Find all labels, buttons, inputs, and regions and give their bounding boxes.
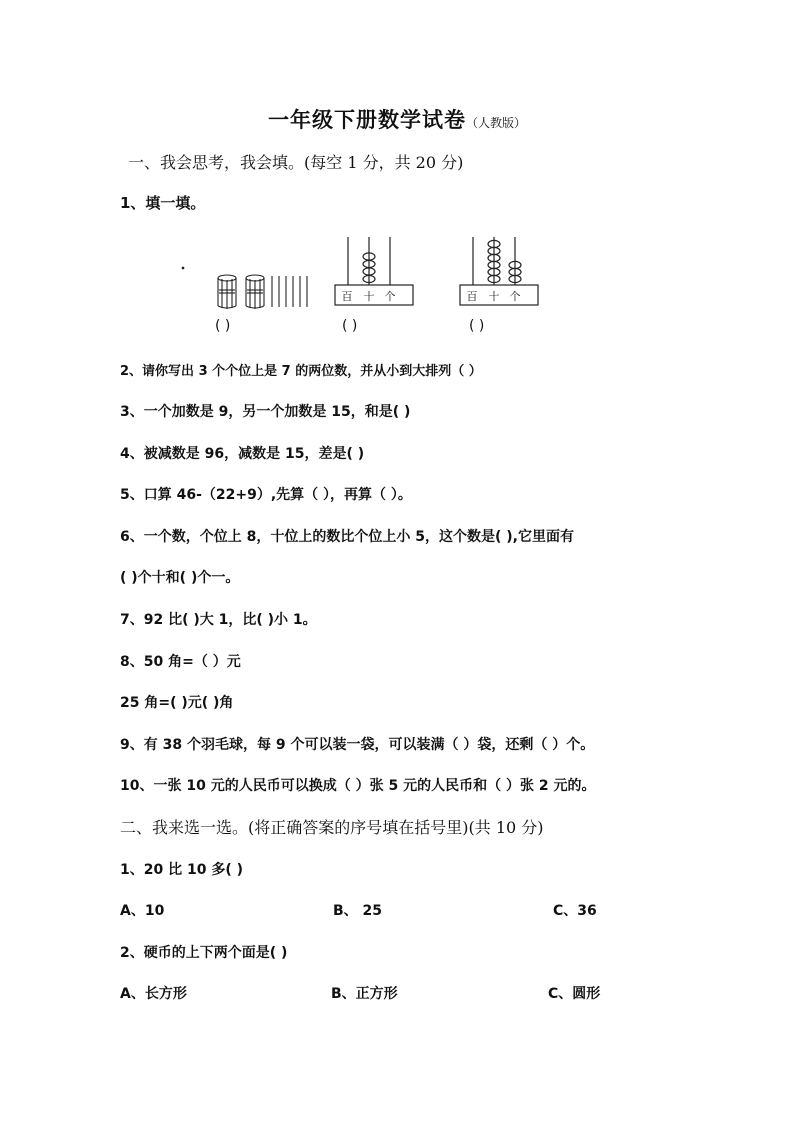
section1-heading: 一、我会思考，我会填。(每空 1 分，共 20 分) — [128, 153, 464, 172]
q1-text: 1、填一填。 — [120, 194, 206, 212]
s2-q2-text: 2、硬币的上下两个面是( ) — [120, 945, 288, 961]
s2-q1-text: 1、20 比 10 多( ) — [120, 862, 243, 878]
q1-figures — [180, 228, 560, 313]
q1-blank-1: ( ) — [215, 318, 231, 334]
q8-line1: 8、50 角=（ ）元 — [120, 654, 241, 670]
s2-q2-option-a: A、长方形 — [120, 986, 187, 1002]
q6-line1: 6、一个数，个位上 8，十位上的数比个位上小 5，这个数是( ),它里面有 — [120, 529, 574, 545]
q4-text: 4、被减数是 96，减数是 15，差是( ) — [120, 446, 365, 462]
abacus-2-label-hundreds: 百 — [466, 290, 478, 303]
q1-blank-3: ( ) — [469, 318, 485, 334]
q9-text: 9、有 38 个羽毛球，每 9 个可以装一袋，可以装满（ ）袋，还剩（ ）个。 — [120, 737, 595, 753]
abacus-1-label-tens: 十 — [363, 290, 375, 303]
s2-q2-option-b: B、正方形 — [331, 986, 398, 1002]
q5-text: 5、口算 46-（22+9）,先算（ ），再算（ ）。 — [120, 487, 412, 503]
q2-text: 2、请你写出 3 个个位上是 7 的两位数，并从小到大排列（ ） — [120, 364, 482, 379]
q8-line2: 25 角=( )元( )角 — [120, 695, 234, 711]
page-title — [0, 104, 794, 134]
bundle-sticks-figure — [182, 267, 307, 309]
section2-heading: 二、我来选一选。(将正确答案的序号填在括号里)(共 10 分) — [120, 818, 544, 837]
q3-text: 3、一个加数是 9，另一个加数是 15，和是( ) — [120, 404, 411, 420]
q1-blank-2: ( ) — [342, 318, 358, 334]
q6-line2: ( )个十和( )个一。 — [120, 570, 240, 586]
s2-q1-option-c: C、36 — [553, 903, 597, 919]
s2-q1-option-a: A、10 — [120, 903, 165, 919]
abacus-1-label-hundreds: 百 — [341, 290, 353, 303]
title-edition: （人教版） — [465, 116, 526, 130]
abacus-2-label-tens: 十 — [488, 290, 500, 303]
q10-text: 10、一张 10 元的人民币可以换成（ ）张 5 元的人民币和（ ）张 2 元的。 — [120, 778, 596, 794]
q7-text: 7、92 比( )大 1，比( )小 1。 — [120, 612, 317, 628]
abacus-2-label-ones: 个 — [509, 290, 521, 303]
title-main: 一年级下册数学试卷 — [267, 107, 466, 132]
s2-q1-option-b: B、 25 — [333, 903, 383, 919]
abacus-1-label-ones: 个 — [384, 290, 396, 303]
s2-q2-option-c: C、圆形 — [548, 986, 601, 1002]
